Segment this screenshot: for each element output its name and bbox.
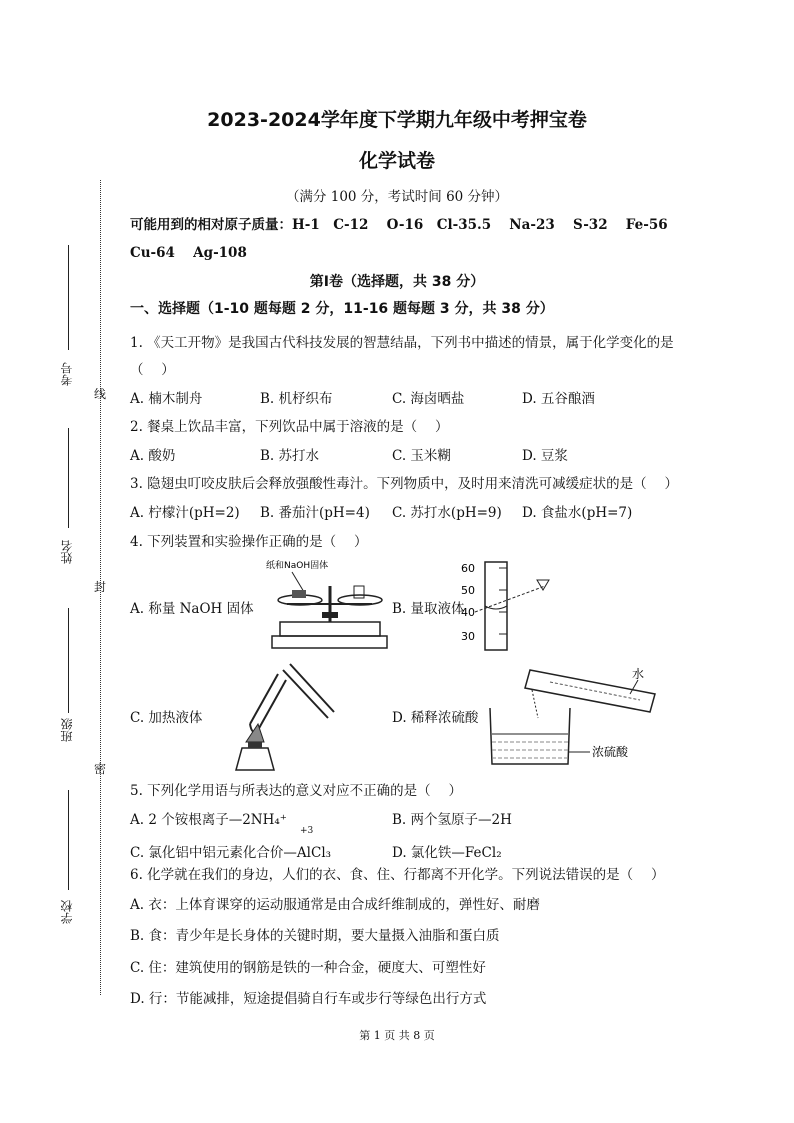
q5-option-a: A. 2 个铵根离子—2NH₄⁺	[130, 812, 287, 828]
q6-option-c: C. 住：建筑使用的钢筋是铁的一种合金，硬度大、可塑性好	[130, 960, 486, 976]
atomic-masses-line2: Cu-64 Ag-108	[130, 245, 247, 261]
school-label: 学校	[60, 900, 74, 924]
binding-mark-xian: 线	[94, 387, 107, 401]
q3-option-d: D. 食盐水(pH=7)	[522, 505, 633, 521]
q1-paren: （ ）	[130, 362, 175, 378]
cylinder-tick-40: 40	[461, 606, 475, 619]
exam-no-label: 考号	[60, 362, 74, 386]
figure-heating	[228, 662, 338, 772]
q3-option-a: A. 柠檬汁(pH=2)	[130, 505, 240, 521]
balance-label: 纸和NaOH固体	[266, 561, 329, 571]
q4-stem: 4. 下列装置和实验操作正确的是（ ）	[130, 534, 368, 550]
cylinder-tick-60: 60	[461, 562, 475, 575]
q5-option-b: B. 两个氢原子—2H	[392, 812, 512, 828]
q1-stem: 1. 《天工开物》是我国古代科技发展的智慧结晶，下列书中描述的情景，属于化学变化的是	[130, 335, 674, 351]
exam-no-line	[68, 245, 69, 350]
part-title: 一、选择题（1-10 题每题 2 分，11-16 题每题 3 分，共 38 分）	[130, 301, 554, 317]
q5-stem: 5. 下列化学用语与所表达的意义对应不正确的是（ ）	[130, 783, 462, 799]
cylinder-tick-50: 50	[461, 584, 475, 597]
q5-option-d: D. 氯化铁—FeCl₂	[392, 845, 502, 861]
q3-option-b: B. 番茄汁(pH=4)	[260, 505, 370, 521]
exam-title: 2023-2024学年度下学期九年级中考押宝卷	[207, 109, 587, 131]
q1-option-d: D. 五谷酿酒	[522, 391, 595, 407]
q5-valence-sup: +3	[300, 826, 314, 836]
q1-option-a: A. 楠木制舟	[130, 391, 203, 407]
q2-option-a: A. 酸奶	[130, 448, 176, 464]
atomic-masses-line1: 可能用到的相对原子质量：H-1 C-12 O-16 Cl-35.5 Na-23 S-32 Fe-56	[130, 217, 668, 233]
acid-label: 浓硫酸	[592, 745, 629, 759]
q2-option-b: B. 苏打水	[260, 448, 320, 464]
cylinder-tick-30: 30	[461, 630, 475, 643]
q1-option-c: C. 海卤晒盐	[392, 391, 465, 407]
class-label: 班级	[60, 718, 74, 742]
name-line	[68, 428, 69, 528]
q4-option-b: B. 量取液体	[392, 601, 465, 617]
q6-option-d: D. 行：节能减排，短途提倡骑自行车或步行等绿色出行方式	[130, 991, 487, 1007]
figure-balance	[262, 556, 392, 652]
q3-option-c: C. 苏打水(pH=9)	[392, 505, 502, 521]
water-label: 水	[632, 667, 645, 681]
q4-option-d: D. 稀释浓硫酸	[392, 710, 479, 726]
q3-stem: 3. 隐翅虫叮咬皮肤后会释放强酸性毒汁。下列物质中，及时用来清洗可减缓症状的是（ ）	[130, 476, 678, 492]
class-line	[68, 608, 69, 713]
q5-option-c: C. 氯化铝中铝元素化合价—AlCl₃	[130, 845, 332, 861]
page-number: 第 1 页 共 8 页	[359, 1029, 435, 1042]
exam-info: （满分 100 分，考试时间 60 分钟）	[285, 189, 509, 205]
q4-option-a: A. 称量 NaOH 固体	[130, 601, 254, 617]
q2-stem: 2. 餐桌上饮品丰富，下列饮品中属于溶液的是（ ）	[130, 419, 449, 435]
q6-option-a: A. 衣：上体育课穿的运动服通常是由合成纤维制成的，弹性好、耐磨	[130, 897, 540, 913]
q6-stem: 6. 化学就在我们的身边，人们的衣、食、住、行都离不开化学。下列说法错误的是（ ）	[130, 867, 665, 883]
exam-subtitle: 化学试卷	[358, 150, 435, 172]
q1-option-b: B. 机杼织布	[260, 391, 333, 407]
figure-dilution	[470, 660, 670, 770]
q2-option-c: C. 玉米糊	[392, 448, 451, 464]
binding-mark-mi: 密	[94, 762, 107, 776]
binding-mark-feng: 封	[94, 580, 107, 594]
q4-option-c: C. 加热液体	[130, 710, 203, 726]
name-label: 姓名	[60, 540, 74, 564]
q6-option-b: B. 食：青少年是长身体的关键时期，要大量摄入油脂和蛋白质	[130, 928, 500, 944]
figure-cylinder	[455, 560, 565, 652]
school-line	[68, 790, 69, 890]
volume-title: 第Ⅰ卷（选择题，共 38 分）	[309, 274, 485, 290]
q2-option-d: D. 豆浆	[522, 448, 568, 464]
